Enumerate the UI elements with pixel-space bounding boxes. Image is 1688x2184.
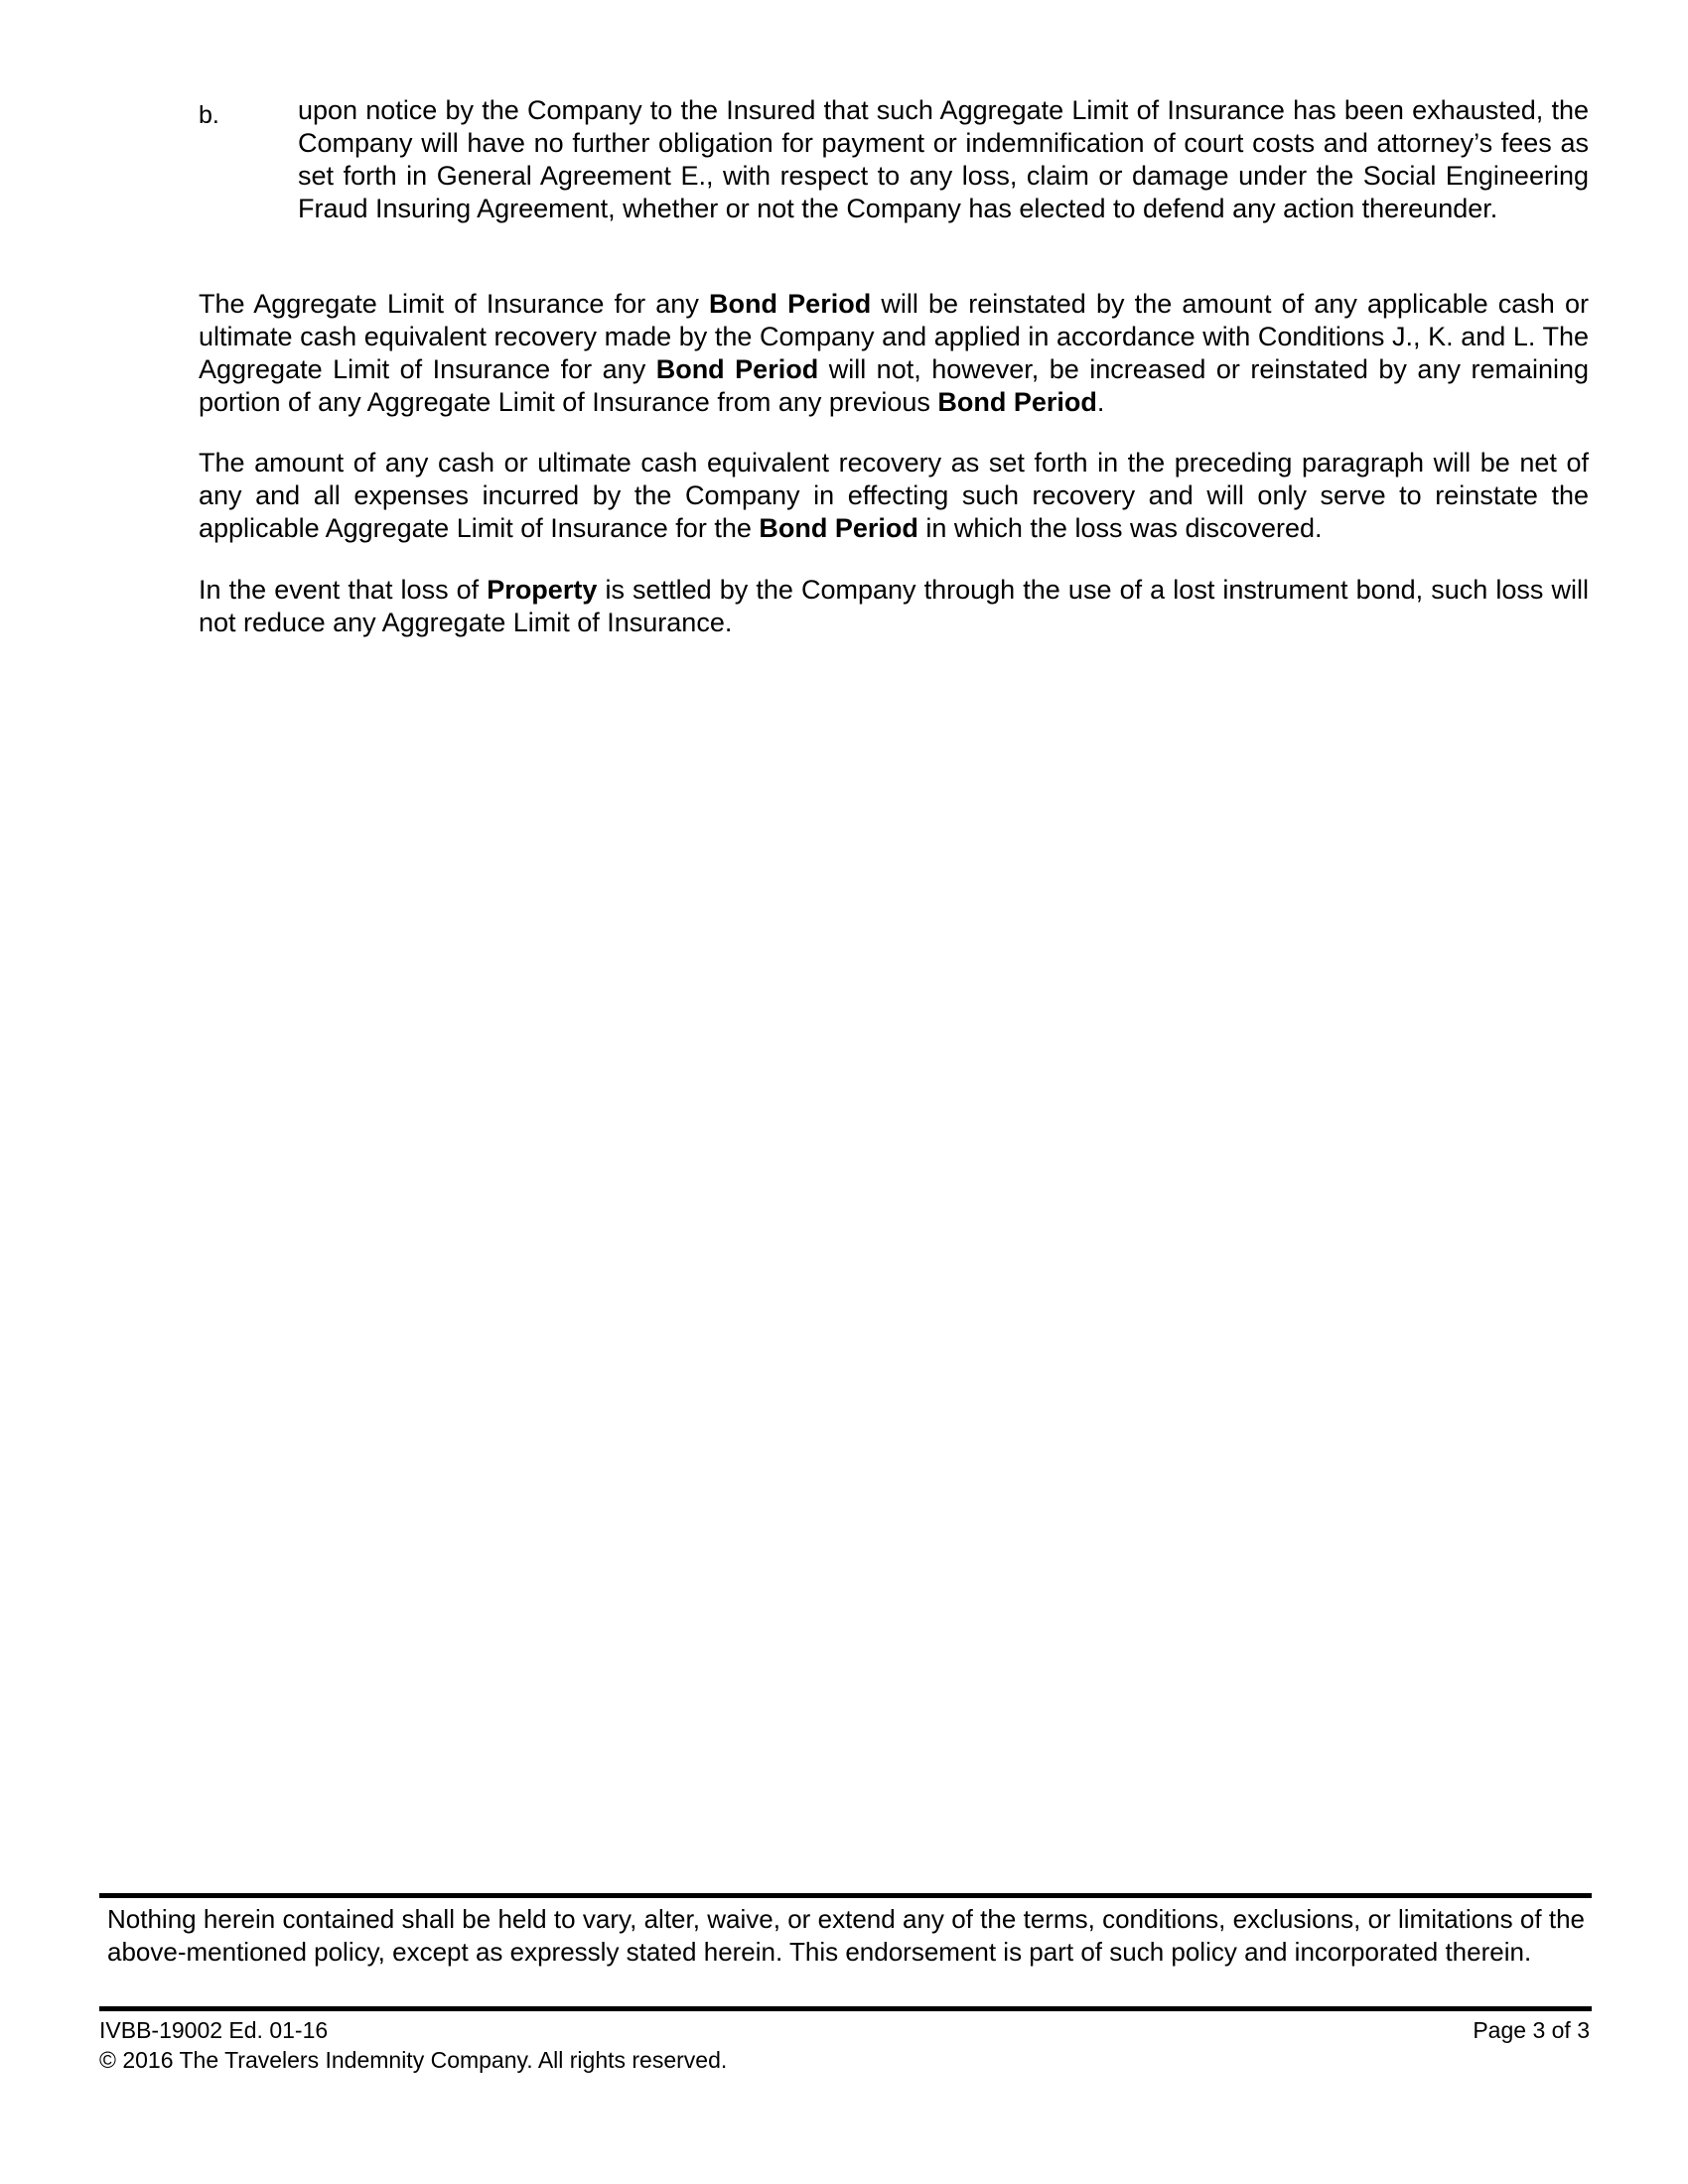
text-segment: The Aggregate Limit of Insurance for any — [199, 289, 710, 319]
form-number: IVBB-19002 Ed. 01-16 — [99, 2017, 329, 2043]
defined-term: Bond Period — [937, 387, 1097, 417]
paragraph-recovery — [199, 447, 1589, 545]
defined-term: Bond Period — [759, 513, 918, 543]
endorsement-notice: Nothing herein contained shall be held to vary, alter, waive, or extend any of the terms, conditions, exclusions, or limitations of the above-mentioned policy, except as expressly stated herein. This endorsement is part of such policy and incorporated therein. — [107, 1904, 1585, 1967]
defined-term: Bond Period — [709, 289, 872, 319]
defined-term: Bond Period — [655, 354, 819, 384]
text-segment: will not, however, be increased or reinstated by any remaining portion of any Aggregate Limit of Insurance from any previous — [199, 354, 1590, 417]
paragraph-reinstatement — [199, 288, 1589, 419]
text-segment: . — [1096, 387, 1105, 417]
page-number: Page 3 of 3 — [1473, 2017, 1590, 2043]
list-marker: b. — [199, 101, 219, 129]
defined-term: Property — [487, 575, 598, 605]
text-segment: is settled by the Company through the use of a lost instrument bond, such loss will not reduce any Aggregate Limit of Insurance. — [199, 575, 1589, 637]
text-segment: The amount of any cash or ultimate cash equivalent recovery as set forth in the preceding paragraph will be net of any and all expenses incurred by the Company in effecting such recovery and will only serve to reinstate the applicable Aggregate Limit of Insurance for the — [199, 448, 1589, 543]
copyright-notice: © 2016 The Travelers Indemnity Company. All rights reserved. — [99, 2047, 728, 2073]
text-segment: in which the loss was discovered. — [917, 513, 1323, 543]
endorsement-notice-box — [99, 1893, 1592, 2011]
text-segment: In the event that loss of — [199, 575, 488, 605]
text-segment: will be reinstated by the amount of any applicable cash or ultimate cash equivalent recovery made by the Company and applied in accordance with Conditions J., K. and L. The Aggregate Limit of Insurance for any — [199, 289, 1590, 384]
list-item-text: upon notice by the Company to the Insured that such Aggregate Limit of Insurance has been exhausted, the Company will have no further obligation for payment or indemnification of court costs and attorney’s fees as set forth in General Agreement E., with respect to any loss, claim or damage under the Social Engineering Fraud Insuring Agreement, whether or not the Company has elected to defend any action thereunder. — [298, 95, 1589, 223]
paragraph-lost-instrument — [199, 574, 1589, 639]
